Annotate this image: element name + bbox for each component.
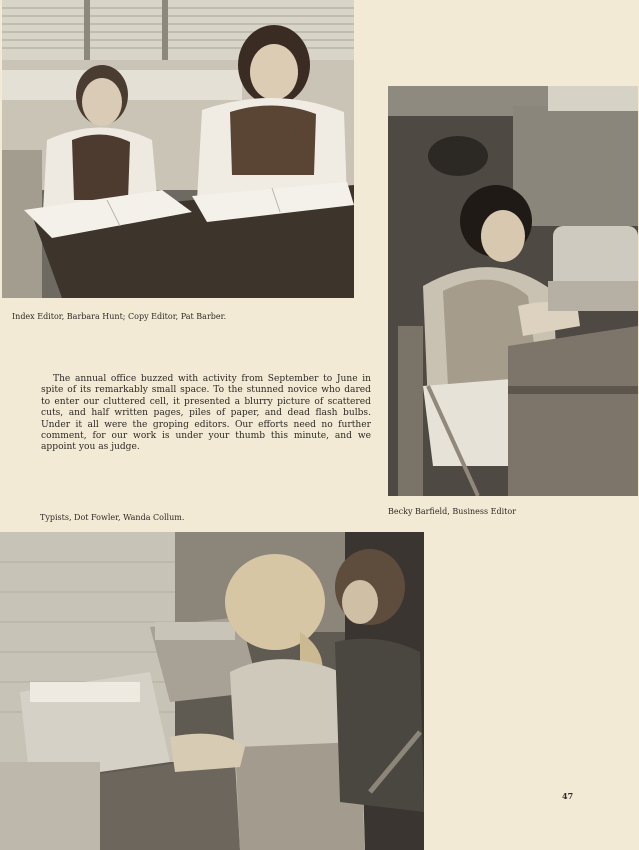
caption-editors: Index Editor, Barbara Hunt; Copy Editor, Pat Barber.	[12, 312, 227, 321]
photo-typists	[0, 532, 424, 850]
caption-business-editor: Becky Barfield, Business Editor	[388, 507, 517, 516]
photo-business-editor	[388, 86, 638, 496]
photo-index-and-copy-editors	[2, 0, 354, 298]
page-number: 47	[562, 791, 574, 801]
body-paragraph: The annual office buzzed with activity from September to June in spite of its remarkably small space. To the stunned novice who dared to enter our cluttered cell, it presented a blurry picture of scattered cuts, and half written pages, piles of paper, and dead flash bulbs. Under it all were the groping editors. Our efforts need no further comment, for our work is under your thumb this minute, and we appoint you as judge.	[41, 374, 371, 453]
caption-typists: Typists, Dot Fowler, Wanda Collum.	[40, 513, 185, 522]
